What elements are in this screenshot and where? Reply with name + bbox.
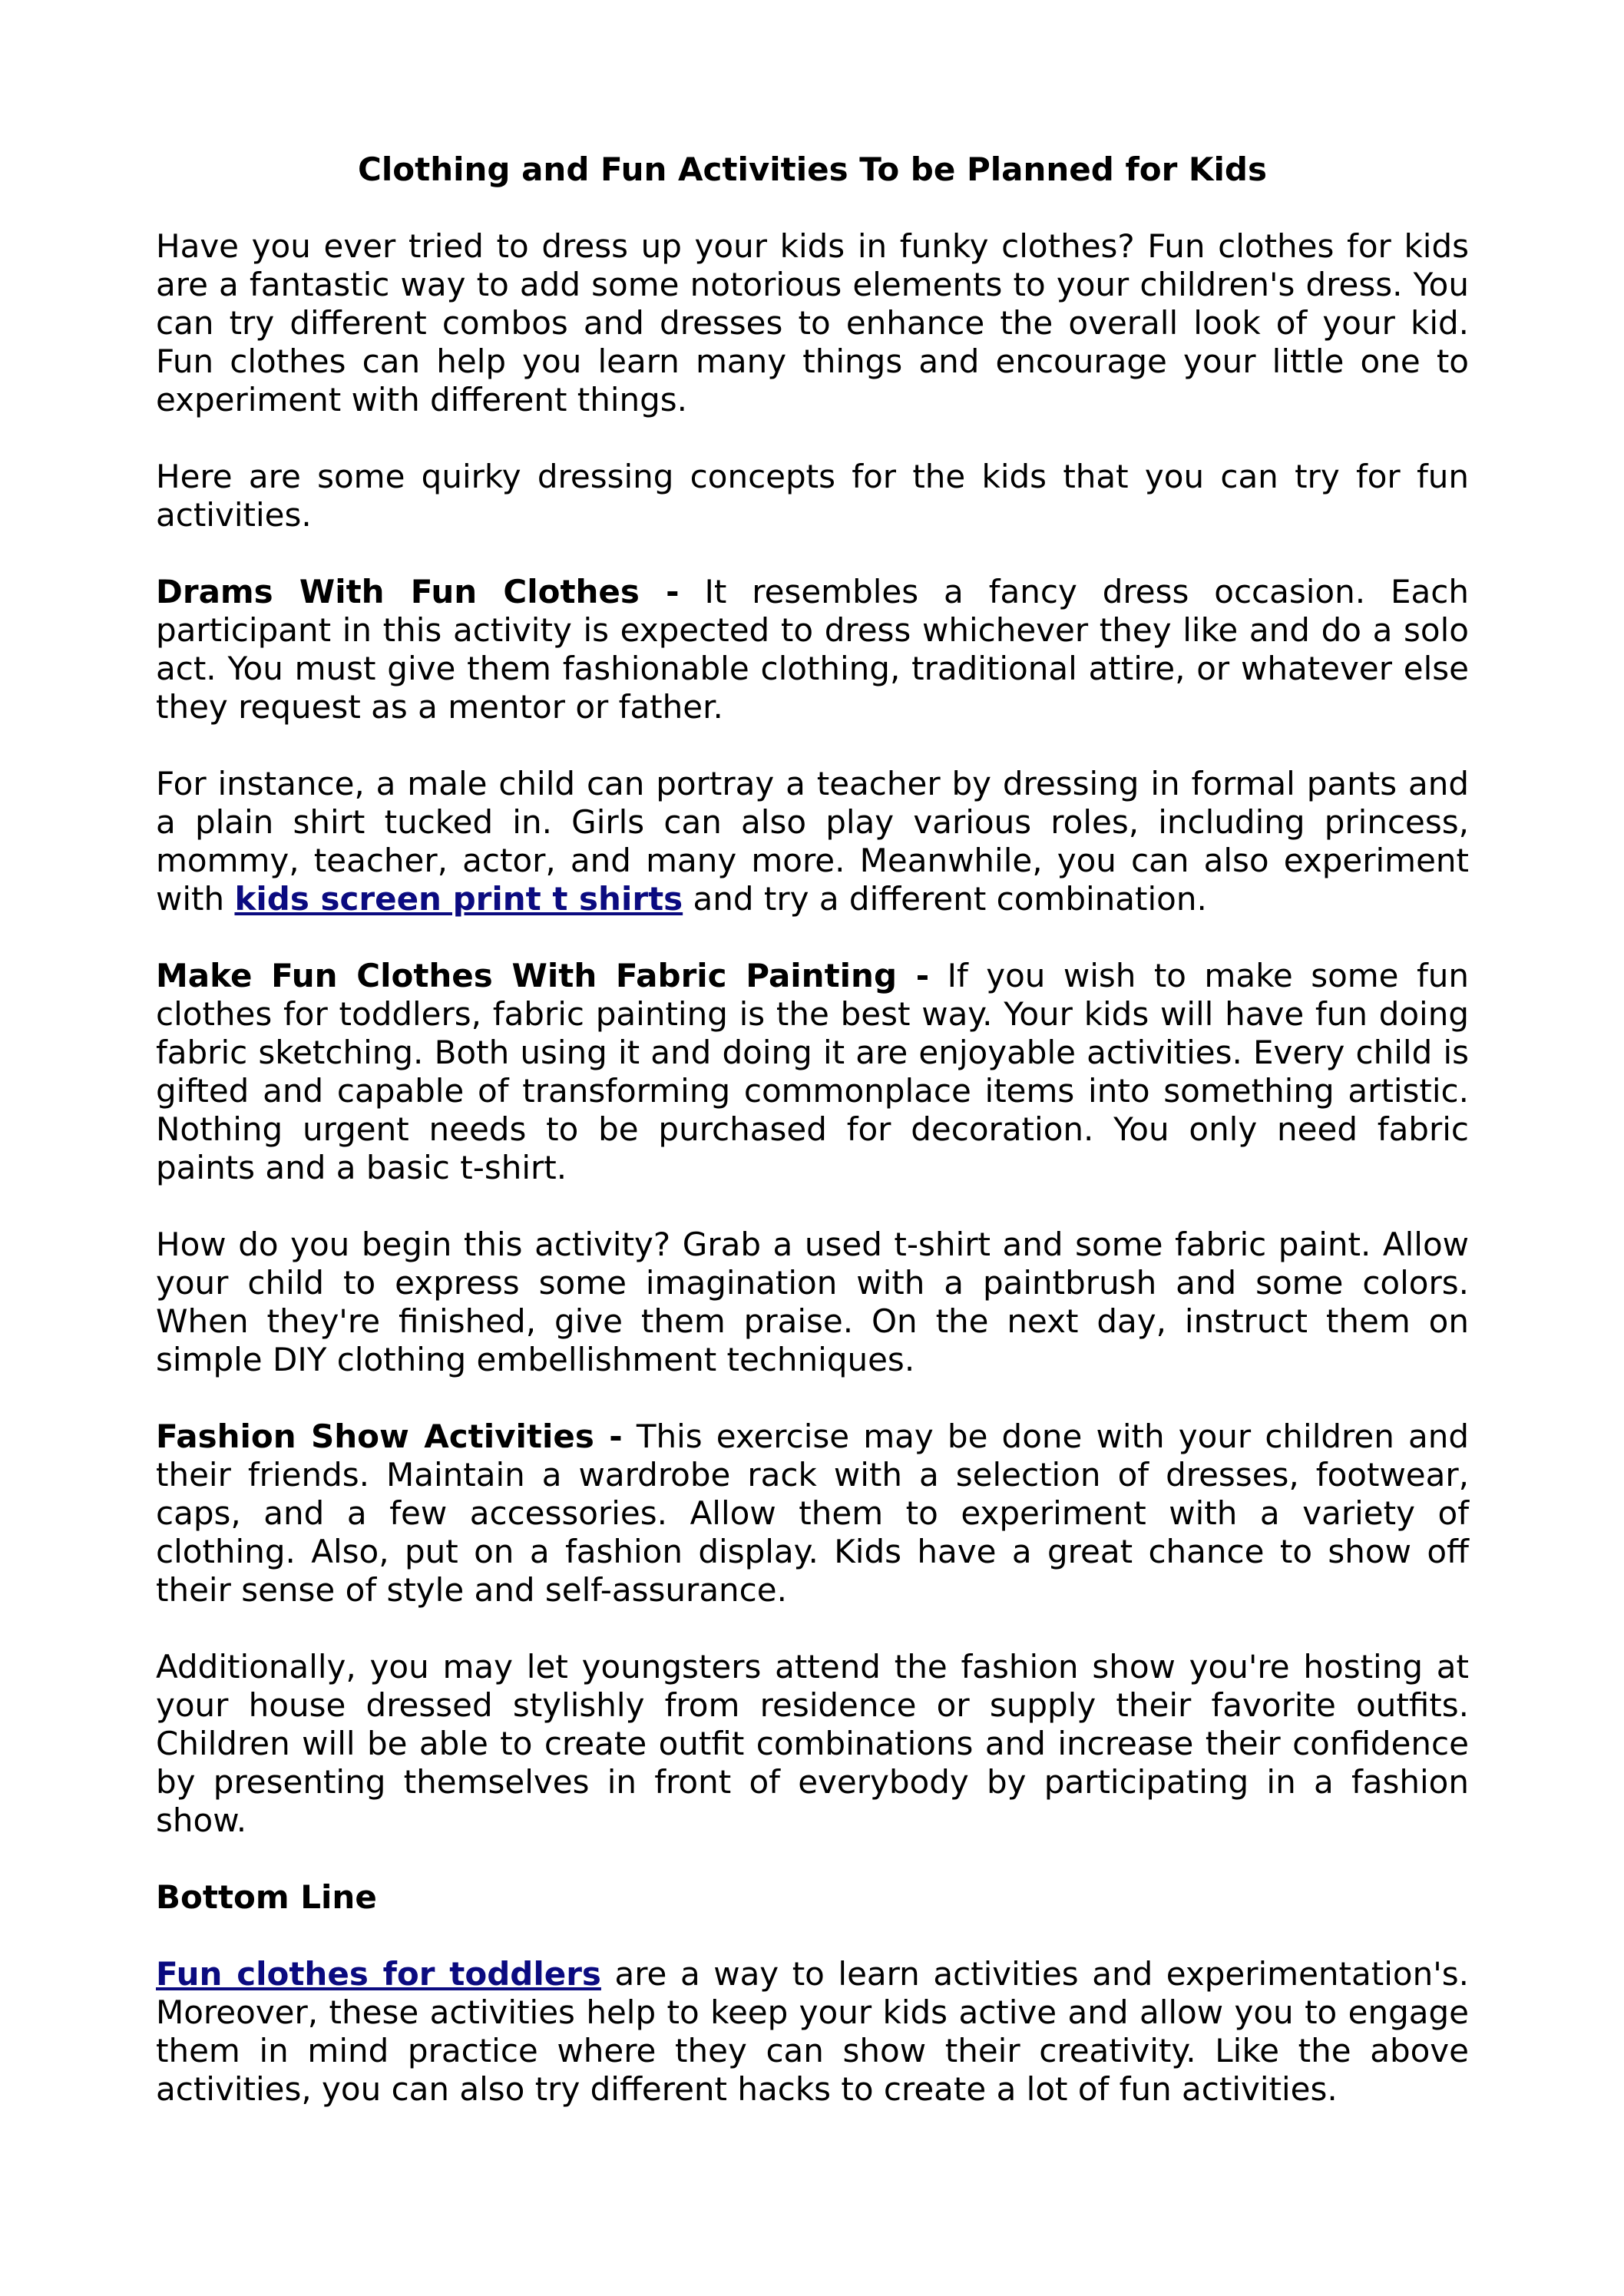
section-fashion-paragraph xyxy=(156,1418,1469,1610)
bottom-line-paragraph xyxy=(156,1955,1469,2109)
intro-paragraph-1: Have you ever tried to dress up your kids in funky clothes? Fun clothes for kids are a fantastic way to add some notorious elements to your children's dress. You can try different combos and dresses to enhance the overall look of your kid. Fun clothes can help you learn many things and encourage your little one to experiment with different things. xyxy=(156,227,1469,419)
section-fabric-paragraph-2: How do you begin this activity? Grab a used t-shirt and some fabric paint. Allow your child to express some imagination with a paintbrush and some colors. When they're finished, give them praise. On the next day, instruct them on simple DIY clothing embellishment techniques. xyxy=(156,1226,1469,1378)
section-drams-p2-after: and try a different combination. xyxy=(683,880,1207,918)
section-fashion-text: This exercise may be done with your children and their friends. Maintain a wardrobe rack with a selection of dresses, footwear, caps, and a few accessories. Allow them to experiment with a variety of clothing. Also, put on a fashion display. Kids have a great chance to show off their sense of style and self-assurance. xyxy=(156,1418,1469,1609)
section-fabric-heading: Make Fun Clothes With Fabric Painting - xyxy=(156,957,930,994)
bottom-line-heading: Bottom Line xyxy=(156,1878,377,1916)
section-drams-paragraph-2 xyxy=(156,765,1469,918)
section-fabric-paragraph xyxy=(156,957,1469,1187)
bottom-line-text: are a way to learn activities and experimentation's. Moreover, these activities help to keep your kids active and allow you to engage them in mind practice where they can show their creativity. Like the above activities, you can also try different hacks to create a lot of fun activities. xyxy=(156,1955,1469,2108)
fun-clothes-toddlers-link[interactable]: Fun clothes for toddlers xyxy=(156,1955,601,1993)
section-fashion-paragraph-2: Additionally, you may let youngsters attend the fashion show you're hosting at your house dressed stylishly from residence or supply their favorite outfits. Children will be able to create outfit combinations and increase their confidence by presenting themselves in front of everybody by participating in a fashion show. xyxy=(156,1648,1469,1839)
intro-paragraph-2: Here are some quirky dressing concepts for the kids that you can try for fun activities. xyxy=(156,458,1469,534)
section-fabric-text: If you wish to make some fun clothes for toddlers, fabric painting is the best way. Your kids will have fun doing fabric sketching. Both using it and doing it are enjoyable activities. Every child is gifted and capable of transforming commonplace items into something artistic. Nothing urgent needs to be purchased for decoration. You only need fabric paints and a basic t-shirt. xyxy=(156,957,1469,1186)
section-drams-paragraph xyxy=(156,573,1469,726)
section-drams-heading: Drams With Fun Clothes - xyxy=(156,573,680,610)
section-fashion-heading: Fashion Show Activities - xyxy=(156,1418,623,1455)
document-title: Clothing and Fun Activities To be Planned for Kids xyxy=(358,151,1267,188)
section-drams-text: It resembles a fancy dress occasion. Each participant in this activity is expected to dress whichever they like and do a solo act. You must give them fashionable clothing, traditional attire, or whatever else they request as a mentor or father. xyxy=(156,573,1469,726)
section-drams-p2-before: For instance, a male child can portray a teacher by dressing in formal pants and a plain shirt tucked in. Girls can also play various roles, including princess, mommy, teacher, actor, and many more. Meanwhile, you can also experiment with xyxy=(156,765,1469,918)
kids-screen-print-link[interactable]: kids screen print t shirts xyxy=(234,880,683,918)
document-page xyxy=(156,151,1469,2147)
